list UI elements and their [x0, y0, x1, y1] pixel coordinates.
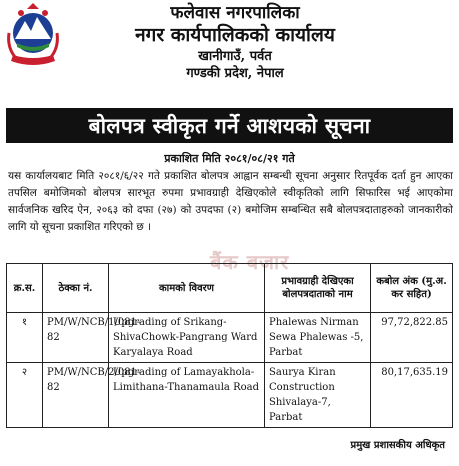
- row-amount: 97,72,822.85: [371, 313, 453, 363]
- published-date: प्रकाशित मिति २०८१/०८/२१ गते: [164, 152, 295, 165]
- office-header: [70, 3, 400, 82]
- municipality-name: फलेवास नगरपालिका: [170, 3, 300, 23]
- nepal-emblem-icon: [5, 3, 61, 67]
- table-header-row: [7, 264, 453, 313]
- address-line-1: खानीगाउँ, पर्वत: [198, 49, 272, 64]
- watermark-text: बैंक बजार: [210, 250, 290, 274]
- col-header-amount: कबोल अंक (मु.अ. कर सहित): [371, 264, 453, 313]
- table-row: [7, 313, 453, 363]
- row-amount: 80,17,635.19: [371, 363, 453, 428]
- notice-body: यस कार्यालयबाट मिति २०८१/६/२२ गते प्रकाशित बोलपत्र आह्वान सम्बन्धी सूचना अनुसार रितपूर्वक दर्ता हुन आएका तपसिल बमोजिमको बोलपत्र सारभूत रुपमा प्रभावग्राही देखिएकोले स्वीकृतिको लागि सिफारिस भई आएकोमा सार्वजनिक खरिद ऐन, २०६३ को दफा (२७) को उपदफा (२) बमोजिम सम्बन्धित सबै बोलपत्रदाताहरुको जानकारीको लागि यो सूचना प्रकाशित गरिएको छ ।: [8, 170, 453, 233]
- row-work-desc: Upgrading of Lamayakhola-Limithana-Thanamaula Road: [109, 363, 265, 428]
- office-name: नगर कार्यपालिकको कार्यालय: [135, 24, 335, 46]
- col-header-bidder: प्रभावग्राही देखिएका बोलपत्रदाताको नाम: [265, 264, 371, 313]
- row-bidder: Saurya Kiran Construction Shivalaya-7, Parbat: [265, 363, 371, 428]
- row-contract-no: PM/W/NCB/1/081-82: [43, 313, 109, 363]
- notice-title: बोलपत्र स्वीकृत गर्ने आशयको सूचना: [6, 108, 453, 143]
- col-header-contract-no: ठेक्का नं.: [43, 264, 109, 313]
- row-sn: २: [7, 363, 43, 428]
- signatory-title: प्रमुख प्रशासकीय अधिकृत: [350, 440, 445, 451]
- row-work-desc: Upgrading of Srikang-ShivaChowk-Pangrang Ward Karyalaya Road: [109, 313, 265, 363]
- row-contract-no: PM/W/NCB/2/081-82: [43, 363, 109, 428]
- row-bidder: Phalewas Nirman Sewa Phalewas -5, Parbat: [265, 313, 371, 363]
- table-row: [7, 363, 453, 428]
- tender-table: [6, 263, 453, 428]
- col-header-work-desc: कामको विवरण: [109, 264, 265, 313]
- address-line-2: गण्डकी प्रदेश, नेपाल: [186, 66, 284, 81]
- col-header-sn: क्र.स.: [7, 264, 43, 313]
- row-sn: १: [7, 313, 43, 363]
